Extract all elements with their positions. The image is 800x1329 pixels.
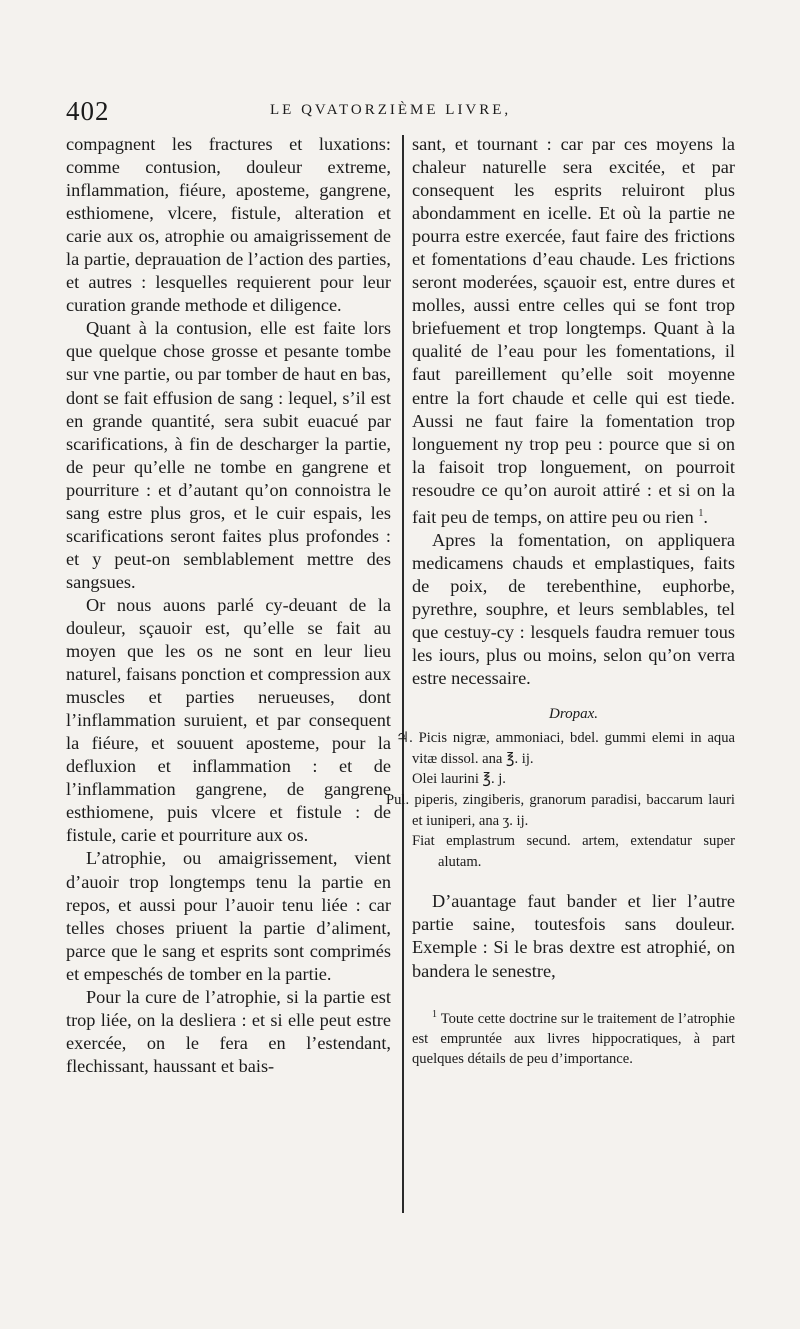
recipe-line: Olei laurini ℥. j. <box>412 771 506 788</box>
recipe-line: ♃. Picis nigræ, ammoniaci, bdel. gummi elemi in aqua vitæ dissol. ana ℥. ij. <box>396 730 735 767</box>
paragraph: compagnent les fractures et luxations: comme contusion, douleur extreme, inflammation, fiéure, aposteme, gangrene, esthiomene, vlcere, fistule, alteration et carie aux os, atrophie ou amaigrissement de la partie, deprauation de l’action des parties, et autres : lesquelles requierent pour leur curation grande methode et diligence. <box>66 134 391 316</box>
column-divider <box>402 135 404 1213</box>
paragraph-text: sant, et tournant : car par ces moyens la chaleur naturelle sera excitée, et par consequent les esprits reluiront plus abondamment en icelle. Et où la partie ne pourra estre exercée, faut faire des frictions et fomentations d’eau chaude. Les frictions seront moderées, sçauoir est, entre dures et molles, aussi entre celles qui se font trop briefuement et trop longtemps. Quant à la qualité de l’eau pour les fomentations, il faut pareillement qu’elle soit moyenne entre la fort chaude et celle qui est tiede. Aussi ne faut faire la fomentation trop longuement ny trop peu : pource que si on la faisoit trop longuement, on pourroit resoudre ce qu’on auroit attiré : et si on la fait peu de temps, on attire peu ou rien <box>412 134 735 527</box>
paragraph: L’atrophie, ou amaigrissement, vient d’auoir trop longtemps tenu la partie en repos, et aussi pour l’auoir tenu liée : car telles choses priuent la partie d’aliment, parce que le sang et esprits sont comprimés et empeschés de tomber en la partie. <box>66 848 391 984</box>
page-header <box>66 96 726 126</box>
paragraph: D’auantage faut bander et lier l’autre partie saine, toutesfois sans douleur. Exemple : Si le bras dextre est atrophié, on bandera le senestre, <box>412 891 735 981</box>
footnote-text: Toute cette doctrine sur le traitement de l’atrophie est empruntée aux livres hippocratiques, à part quelques détails de peu d’importance. <box>412 1010 735 1068</box>
recipe-instruction: Fiat emplastrum secund. artem, extendatur super alutam. <box>412 833 735 870</box>
footnote <box>412 1005 735 1070</box>
paragraph: sant, et tournant : car par ces moyens la chaleur naturelle sera excitée, et par consequent les esprits reluiront plus abondamment en icelle. Et où la partie ne pourra estre exercée, faut faire des frictions et fomentations d’eau chaude. Les frictions seront moderées, sçauoir est, entre dures et molles, aussi entre celles qui se font trop briefuement et trop longtemps. Quant à la qualité de l’eau pour les fomentations, il faut pareillement qu’elle soit moyenne entre la fort chaude et celle qui est tiede. Aussi ne faut faire la fomentation trop longuement ny trop peu : pource que si on la faisoit trop longuement, on pourroit resoudre ce qu’on auroit attiré : et si on la fait peu de temps, on attire peu ou rien $^1$. <box>412 134 735 527</box>
paragraph: Pour la cure de l’atrophie, si la partie est trop liée, on la desliera : et si elle peut estre exercée, on le fera en l’estendant, flechissant, haussant et bais- <box>66 986 391 1076</box>
recipe-title: Dropax. <box>548 706 599 723</box>
left-column <box>66 133 391 1078</box>
right-column <box>386 133 735 1070</box>
running-head: LE QVATORZIÈME LIVRE, <box>270 102 512 118</box>
footnote-mark: 1 <box>432 1008 437 1020</box>
paragraph: Or nous auons parlé cy-deuant de la douleur, sçauoir est, qu’elle se fait au moyen que les os ne sont en leur lieu naturel, faisans ponction et compression aux muscles et parties nerueuses, dont l’inflammation suruient, et par consequent la fiéure, et souuent aposteme, pour la defluxion et inflammation : et de l’inflammation gangrene, de gangrene esthiomene, puis vlcere et fistule : de fistule, carie et pourriture aux os. <box>66 594 391 846</box>
paragraph: Apres la fomentation, on appliquera medicamens chauds et emplastiques, faits de poix, de terebenthine, euphorbe, pyrethre, souphre, et leurs semblables, tel que cestuy-cy : lesquels faudra remuer tous les iours, plus ou moins, selon qu’on verra estre necessaire. <box>412 529 735 689</box>
footnote-reference: 1 <box>698 507 704 519</box>
paragraph: Quant à la contusion, elle est faite lors que quelque chose grosse et pesante tombe sur vne partie, ou par tomber de haut en bas, dont se fait effusion de sang : lequel, s’il est en grande quantité, sera subit euacué par scarifications, à fin de descharger la partie, de peur qu’elle ne tombe en gangrene et pourriture : et d’autant qu’on connoistra le sang estre plus gros, et le cuir espais, les scarifications seront faites plus profondes : et y peut-on semblablement mettre des sangsues. <box>66 318 391 592</box>
page-number: 402 <box>66 96 110 126</box>
recipe-line: Pul. piperis, zingiberis, granorum paradisi, baccarum lauri et iuniperi, ana ʒ. ij. <box>386 792 735 829</box>
recipe <box>386 728 735 872</box>
